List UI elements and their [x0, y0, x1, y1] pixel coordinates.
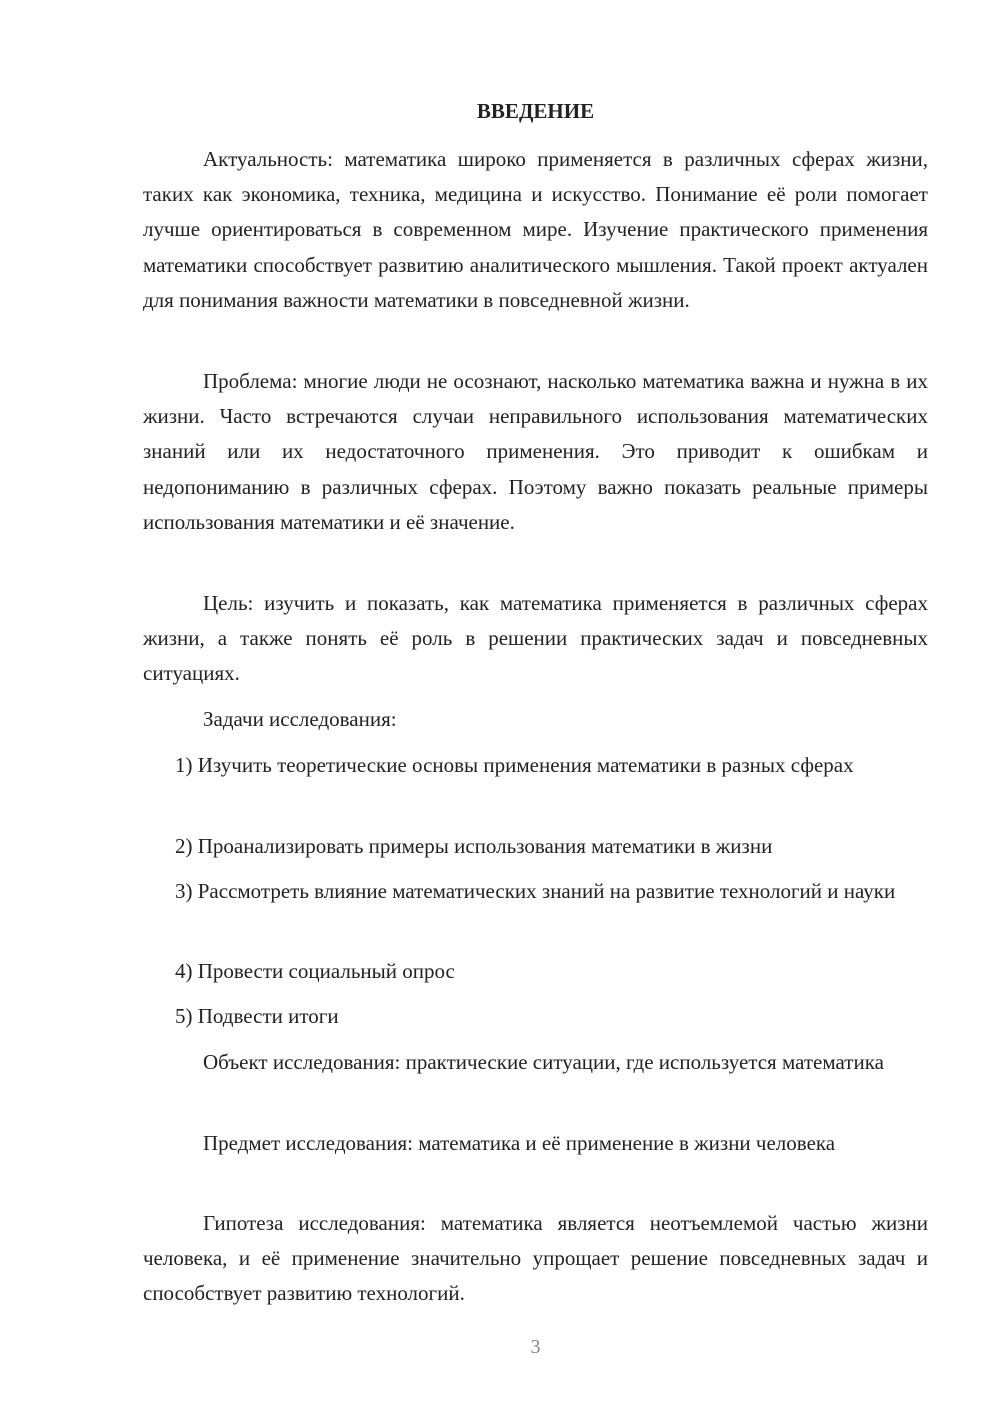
paragraph-tasks-heading: Задачи исследования: — [203, 707, 397, 731]
task-item-5: 5) Подвести итоги — [175, 1004, 339, 1028]
paragraph-relevance: Актуальность: математика широко применяется в различных сферах жизни, таких как экономика, техника, медицина и искусство. Понимание её роли помогает лучше ориентироваться в современном мире. Изучение практического применения математики способствует развитию аналитического мышления. Такой проект актуален для понимания важности математики в повседневной жизни. — [143, 147, 928, 312]
paragraph-goal: Цель: изучить и показать, как математика применяется в различных сферах жизни, а также понять её роль в решении практических задач и повседневных ситуациях. — [143, 591, 928, 686]
page-number: 3 — [530, 1336, 541, 1358]
paragraph-subject: Предмет исследования: математика и её применение в жизни человека — [203, 1131, 836, 1155]
paragraph-hypothesis: Гипотеза исследования: математика является неотъемлемой частью жизни человека, и её применение значительно упрощает решение повседневных задач и способствует развитию технологий. — [143, 1211, 928, 1306]
paragraph-problem: Проблема: многие люди не осознают, насколько математика важна и нужна в их жизни. Часто встречаются случаи неправильного использования математических знаний или их недостаточного применения. Это приводит к ошибкам и недопониманию в различных сферах. Поэтому важно показать реальные примеры использования математики и её значение. — [143, 369, 928, 534]
task-item-2: 2) Проанализировать примеры использования математики в жизни — [175, 834, 773, 858]
task-item-1: 1) Изучить теоретические основы применения математики в разных сферах — [175, 753, 854, 777]
paragraph-object: Объект исследования: практические ситуации, где используется математика — [203, 1050, 884, 1074]
task-item-3: 3) Рассмотреть влияние математических знаний на развитие технологий и науки — [175, 879, 896, 903]
page-title: ВВЕДЕНИЕ — [476, 99, 595, 123]
task-item-4: 4) Провести социальный опрос — [175, 959, 455, 983]
